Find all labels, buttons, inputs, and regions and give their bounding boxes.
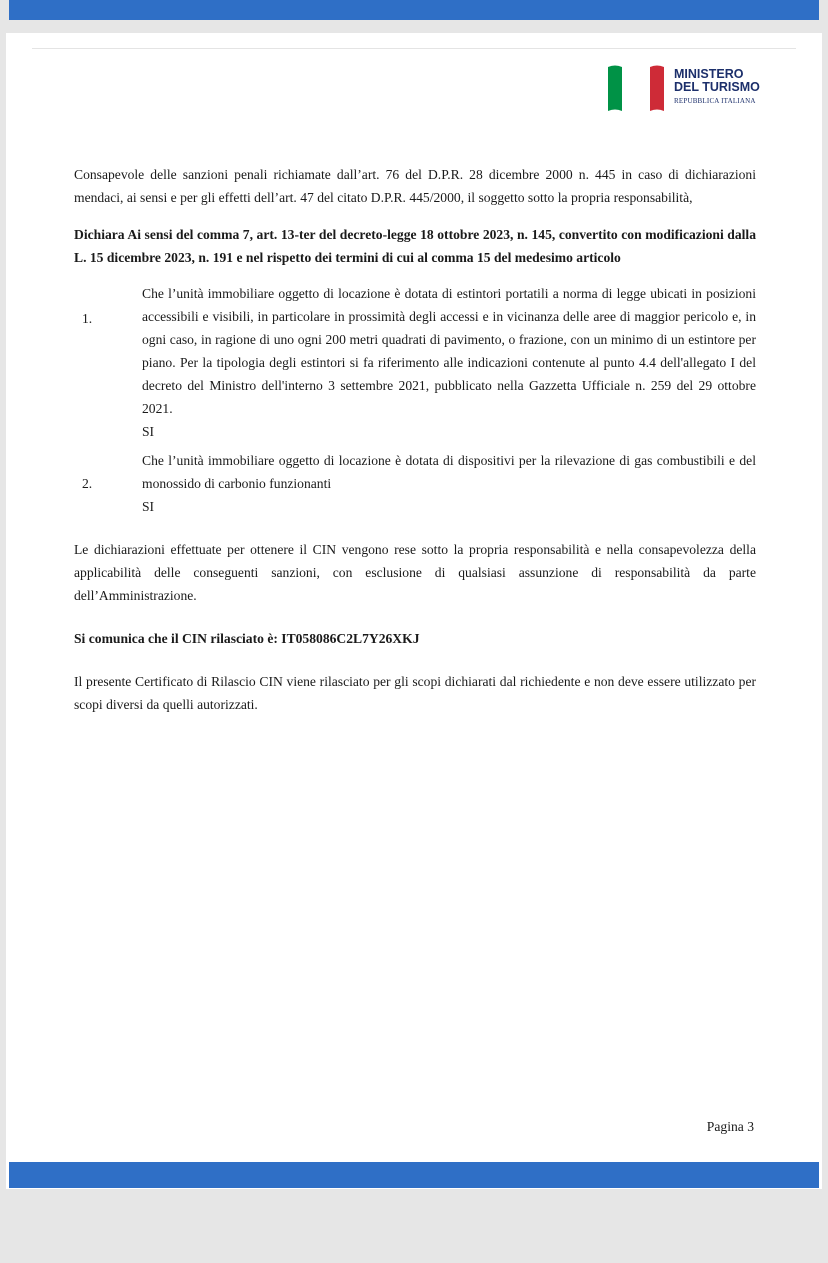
responsibility-paragraph: Le dichiarazioni effettuate per ottenere il CIN vengono rese sotto la propria responsabilità e nella consapevolezza della applicabilità delle conseguenti sanzioni, con esclusione di qualsiasi assunzione di responsabilità da parte dell’Amministrazione. xyxy=(74,542,756,603)
document-body xyxy=(74,163,756,716)
bottom-blue-bar xyxy=(9,1162,819,1188)
logo-line-repubblica: REPUBBLICA ITALIANA xyxy=(674,97,756,105)
list-item-number: 1. xyxy=(82,311,93,326)
list-item xyxy=(74,449,756,518)
list-item-answer: SI xyxy=(142,424,155,439)
italian-flag-icon xyxy=(606,63,668,115)
declaration-paragraph: Dichiara Ai sensi del comma 7, art. 13-ter del decreto-legge 18 ottobre 2023, n. 145, convertito con modificazioni dalla L. 15 dicembre 2023, n. 191 e nel rispetto dei termini di cui al comma 15 del medesimo articolo xyxy=(74,227,756,265)
page-number: Pagina 3 xyxy=(706,1119,754,1134)
list-item-text: Che l’unità immobiliare oggetto di locazione è dotata di estintori portatili a norma di legge ubicati in posizioni accessibili e visibili, in particolare in prossimità degli accessi e in vicinanza delle aree di maggior pericolo e, in ogni caso, in ragione di uno ogni 200 metri quadrati di pavimento, o frazione, con un minimo di un estintore per piano. Per la tipologia degli estintori si fa riferimento alle indicazioni contenute al punto 4.4 dell'allegato I del decreto del Ministro dell'interno 3 settembre 2021, pubblicato nella Gazzetta Ufficiale n. 259 del 29 ottobre 2021. xyxy=(142,286,756,416)
ministry-logo xyxy=(606,63,786,115)
logo-line-turismo: DEL TURISMO xyxy=(674,80,760,94)
header-divider xyxy=(32,48,796,49)
list-item-number: 2. xyxy=(82,476,93,491)
top-blue-bar xyxy=(9,0,819,20)
list-item xyxy=(74,282,756,443)
list-item-answer: SI xyxy=(142,499,155,514)
cin-code: Si comunica che il CIN rilasciato è: IT058086C2L7Y26XKJ xyxy=(74,631,420,646)
final-paragraph: Il presente Certificato di Rilascio CIN viene rilasciato per gli scopi dichiarati dal richiedente e non deve essere utilizzato per scopi diversi da quelli autorizzati. xyxy=(74,674,756,712)
document-page xyxy=(6,33,822,1189)
list-item-text: Che l’unità immobiliare oggetto di locazione è dotata di dispositivi per la rilevazione di gas combustibili e del monossido di carbonio funzionanti xyxy=(142,453,756,491)
logo-line-ministero: MINISTERO xyxy=(674,67,744,81)
intro-paragraph: Consapevole delle sanzioni penali richiamate dall’art. 76 del D.P.R. 28 dicembre 2000 n. 445 in caso di dichiarazioni mendaci, ai sensi e per gli effetti dell’art. 47 del citato D.P.R. 445/2000, il soggetto sotto la propria responsabilità, xyxy=(74,167,756,205)
